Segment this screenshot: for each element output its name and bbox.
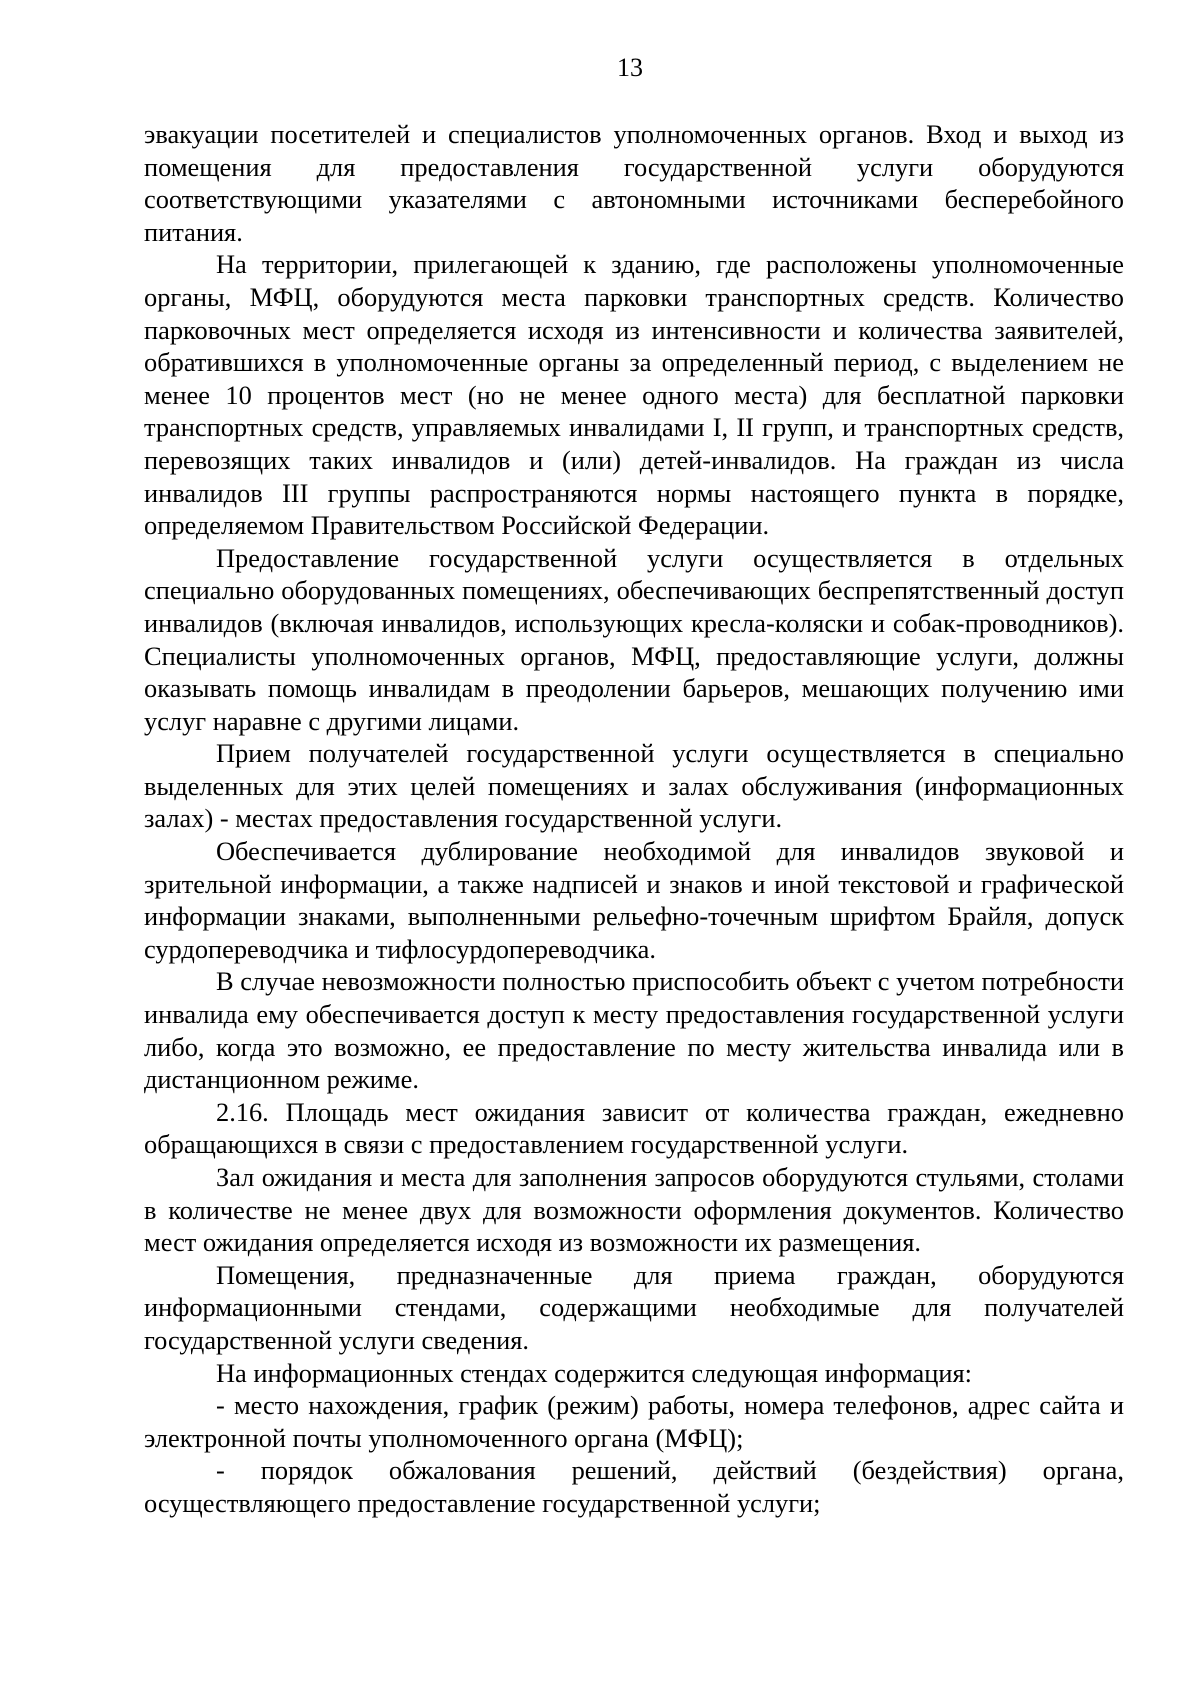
paragraph-remote-access: В случае невозможности полностью приспособить объект с учетом потребности инвалида ему обеспечивается доступ к месту предоставления государственной услуги либо, когда это возможно, ее предоставление по месту жительства инвалида или в дистанционном режиме. bbox=[144, 966, 1124, 1095]
document-body bbox=[144, 118, 1124, 1520]
paragraph-reception-halls: Прием получателей государственной услуги осуществляется в специально выделенных для этих целей помещениях и залах обслуживания (информационных залах) - местах предоставления государственной услуги. bbox=[144, 738, 1124, 834]
list-item-appeal-procedure: - порядок обжалования решений, действий (бездействия) органа, осуществляющего предоставление государственной услуги; bbox=[144, 1455, 1124, 1518]
list-item-location-contacts: - место нахождения, график (режим) работы, номера телефонов, адрес сайта и электронной почты уполномоченного органа (МФЦ); bbox=[144, 1390, 1124, 1453]
paragraph-information-duplication: Обеспечивается дублирование необходимой для инвалидов звуковой и зрительной информации, а также надписей и знаков и иной текстовой и графической информации знаками, выполненными рельефно-точечным шрифтом Брайля, допуск сурдопереводчика и тифлосурдопереводчика. bbox=[144, 836, 1124, 964]
paragraph-accessible-premises: Предоставление государственной услуги осуществляется в отдельных специально оборудованных помещениях, обеспечивающих беспрепятственный доступ инвалидов (включая инвалидов, использующих кресла-коляски и собак-проводников). Специалисты уполномоченных органов, МФЦ, предоставляющие услуги, должны оказывать помощь инвалидам в преодолении барьеров, мешающих получению ими услуг наравне с другими лицами. bbox=[144, 542, 1124, 736]
page-number: 13 bbox=[617, 53, 643, 82]
paragraph-parking: На территории, прилегающей к зданию, где расположены уполномоченные органы, МФЦ, оборудуются места парковки транспортных средств. Количество парковочных мест определяется исходя из интенсивности и количества заявителей, обратившихся в уполномоченные органы за определенный период, с выделением не менее 10 процентов мест (но не менее одного места) для бесплатной парковки транспортных средств, управляемых инвалидами I, II групп, и транспортных средств, перевозящих таких инвалидов и (или) детей-инвалидов. На граждан из числа инвалидов III группы распространяются нормы настоящего пункта в порядке, определяемом Правительством Российской Федерации. bbox=[144, 249, 1124, 541]
paragraph-evacuation-continuation: эвакуации посетителей и специалистов уполномоченных органов. Вход и выход из помещения для предоставления государственной услуги оборудуются соответствующими указателями с автономными источниками бесперебойного питания. bbox=[144, 119, 1124, 247]
paragraph-waiting-hall-furniture: Зал ожидания и места для заполнения запросов оборудуются стульями, столами в количестве не менее двух для возможности оформления документов. Количество мест ожидания определяется исходя из возможности их размещения. bbox=[144, 1162, 1124, 1258]
paragraph-information-stands: Помещения, предназначенные для приема граждан, оборудуются информационными стендами, содержащими необходимые для получателей государственной услуги сведения. bbox=[144, 1259, 1124, 1355]
paragraph-stands-contents-intro: На информационных стендах содержится следующая информация: bbox=[216, 1357, 972, 1388]
paragraph-waiting-area-2-16: 2.16. Площадь мест ожидания зависит от количества граждан, ежедневно обращающихся в связи с предоставлением государственной услуги. bbox=[144, 1096, 1124, 1160]
